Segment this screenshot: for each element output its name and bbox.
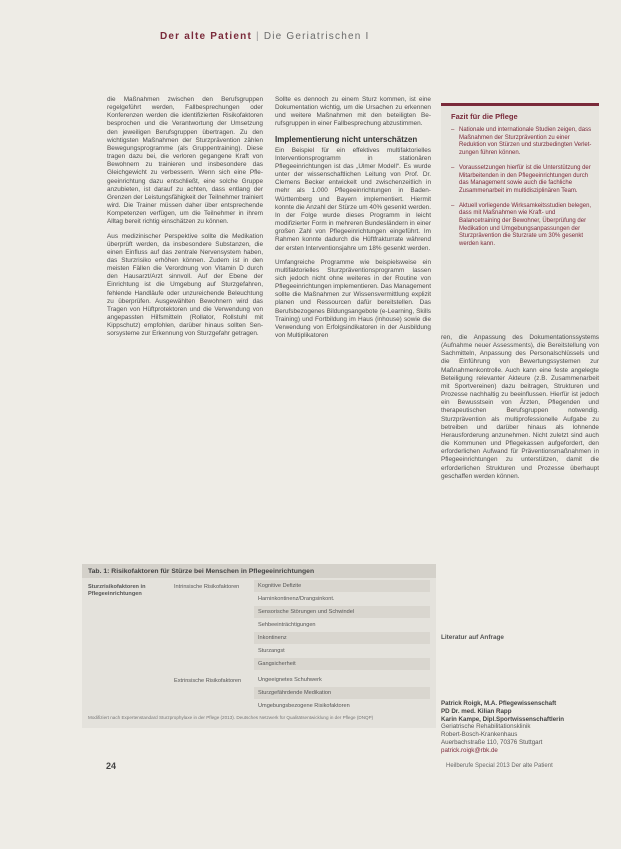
literature-note: Literatur auf Anfrage <box>441 634 504 641</box>
table-cell: Harninkontinenz/Drangsinkont. <box>258 596 335 602</box>
table-intrinsic-label: Intrinsische Risikofaktoren <box>174 584 240 590</box>
author-name: Karin Kampe, Dipl.Sportwissenschaftlerin <box>441 715 565 723</box>
table-cell: Gangsicherheit <box>254 658 430 670</box>
author-block <box>441 700 611 755</box>
conclusion-list <box>441 127 599 249</box>
risk-factor-table <box>82 564 436 728</box>
table-cell: Kognitive Defizite <box>254 580 430 592</box>
paragraph: Aus medizinischer Perspektive sollte die Medikation überprüft werden, da insbesondere Substanzen, die einen Einfluss auf das zentrale Nervensystem haben, das Sturzrisiko erhöhen können. Zudem ist in den meisten Fällen die Verordnung von Vitamin D durch den Hausarzt/Arzt sinnvoll. Auf der Ebene der Einrichtung ist die Umgebung auf Sturzgefahren, fehlende Handläufe oder unzureichende Beleuchtung zu überprüfen. Ausgewählten Bewohnern wird das Tragen von Hüftprotektoren und die Verwendung von angepassten Hilfsmitteln (Rollator, Rollstuhl mit Kippschutz) empfohlen, darüber hinaus sollten Sensorsysteme zur Erkennung von Sturzgefahr getragen. <box>107 232 263 338</box>
table-cell: Sturzangst <box>258 648 285 654</box>
table-cell: Sehbeeinträchtigungen <box>258 622 316 628</box>
table-cell: Ungeeignetes Schuhwerk <box>258 677 322 683</box>
header-separator: | <box>256 31 260 42</box>
table-cell: Umgebungsbezogene Risikofaktoren <box>258 703 350 709</box>
author-name: PD Dr. med. Kilian Rapp <box>441 707 512 715</box>
paragraph: Ein Beispiel für ein effektives multifaktorielles Interventionsprogramm in stationären Pflegeeinrichtungen ist das „Ulmer Modell“. Es wurde unter der wissenschaftlichen Leitung von Prof. Dr. Clemens Becker entwickelt und zwischenzeitlich in mehr als 1.000 Pflegeeinrichtungen in Baden-Württemberg und Bayern implementiert. Hiermit konnte die Anzahl der Stürze um 40% gesenkt werden. In der Folge wurde dieses Programm in leicht modifizierter Form in mehreren Bundesländern in einer großen Zahl von Pflegeeinrichtungen eingeführt. Im Rahmen konnte dadurch die Hüftfrakturrate während der ersten Interventionsjahre um 18% gesenkt werden. <box>275 146 431 252</box>
table-group-label: Sturzrisikofaktoren in Pflegeeinrichtungen <box>88 584 146 597</box>
header-topic: Die Geriatrischen I <box>263 31 370 42</box>
paragraph: die Maßnahmen zwischen den Berufsgruppen regelgeführt werden, Fallbesprechungen oder Konferenzen werden die identifizierten Risikofaktoren besprochen und die Verantwortung der Umsetzung den jeweiligen Berufsgruppen übertragen. Zu den wichtigsten Maßnahmen der Sturzprävention zählen Bewegungsprogramme (als Gruppentraining). Diese tragen dazu bei, die verloren gegangene Kraft von Bewohnern zu trainieren und insbesondere das Gleichgewicht zu verbessern. Wenn sich eine Pflegeeinrichtung dazu entschließt, eine solche Gruppe anzubieten, ist darauf zu achten, dass entlang der Grenzen der Leistungsfähigkeit der Teilnehmer trainiert wird. Die Trainer müssen daher über entsprechende Kompetenzen verfügen, um die Teilnehmer in ihrem Alltag bereit richtig einschätzen zu können. <box>107 96 263 226</box>
header-section: Der alte Patient <box>160 31 253 42</box>
table-extrinsic-label: Extrinsische Risikofaktoren <box>174 678 242 684</box>
author-address: Auerbachstraße 110, 70376 Stuttgart <box>441 738 543 746</box>
text-column-3 <box>441 334 599 487</box>
table-title: Tab. 1: Risikofaktoren für Stürze bei Menschen in Pflegeeinrichtungen <box>82 564 436 578</box>
conclusion-item: – Nationale und internationale Studien zeigen, dass Maßnahmen der Sturzprävention zu einer Reduktion von Stürzen und sturzbedingten Verletzungen führen können. <box>451 127 593 158</box>
conclusion-title: Fazit für die Pflege <box>451 112 518 121</box>
author-email: patrick.roigk@rbk.de <box>441 746 498 754</box>
table-footnote: Modifiziert nach Expertenstandard Sturzprophylaxe in der Pflege (2013). Deutsches Netzwerk für Qualitätsentwicklung in der Pflege (DNQP) <box>88 715 374 720</box>
table-cell: Sensorische Störungen und Schwindel <box>254 606 430 618</box>
text-column-2 <box>275 96 431 346</box>
table-cell: Inkontinenz <box>254 632 430 644</box>
paragraph: Umfangreiche Programme wie beispielsweise ein multifaktorielles Sturzpräventionsprogramm lassen sich jedoch nicht ohne weiteres in der Routine von Pflegeeinrichtungen implementieren. Das Management sollte die Maßnahmen zur Wissensvermittlung explizit planen und Ressourcen dafür bereitstellen. Das Berufsbezogenes Bildungsangebote (e-Learning, Skills Training) und Fortbildung im Haus (inhouse) sowie die Verwendung von Erfolgsindikatoren in der Ausbildung von Multiplikatoren <box>275 258 431 340</box>
author-affiliation: Geriatrische Rehabilitationsklinik <box>441 723 531 731</box>
section-heading: Implementierung nicht unterschätzen <box>275 134 418 144</box>
author-affiliation: Robert-Bosch-Krankenhaus <box>441 731 518 739</box>
journal-footer: Heilberufe Special 2013 Der alte Patient <box>446 763 553 769</box>
paragraph: ren, die Anpassung des Dokumentationssystems (Aufnahme neuer Assessments), die Bereitstellung von Sachmitteln, Anpassung des Personalschlüssels und die Einführung von Bewertungssystemen zur Maßnahmenkontrolle. Auch kann eine feste angelegte Beteiligung relevanter Akteure (z.B. Zusammenarbeit mit Sportvereinen) dazu beitragen, Strukturen und Prozesse nachhaltig zu beeinflussen. Hierfür ist jedoch ein Bewusstsein von Ärzten, Pflegenden und therapeutischen Berufsgruppen notwendig. Sturzprävention als multiprofessionelle Aufgabe zu betreiben und darüber hinaus als lohnende Herausforderung anzunehmen. Nicht zuletzt sind auch die Kommunen und Pflegekassen aufgefordert, den erforderlichen Aufwand für Präventionsmaßnahmen in Pflegeeinrichtungen zu unterstützen, damit die erforderlichen Strukturen und Prozesse überhaupt geschaffen werden können. <box>441 334 599 480</box>
running-header <box>160 31 369 42</box>
conclusion-box <box>441 103 599 343</box>
page-number: 24 <box>106 761 117 771</box>
author-name: Patrick Roigk, M.A. Pflegewissenschaft <box>441 700 557 707</box>
conclusion-item: – Aktuell vorliegende Wirksamkeitsstudien belegen, dass mit Maßnahmen wie Kraft- und Balancetraining der Bewohner, Überprüfung der Medikation und Umgebungsanpassungen der Sturzprävention die Sturzrate um 30% gesenkt werden kann. <box>451 203 593 249</box>
conclusion-item: – Voraussetzungen hierfür ist die Unterstützung der Mitarbeitenden in den Pflegeeinrichtungen durch das Management sowie auch die fachliche Zusammenarbeit im multidisziplinären Team. <box>451 165 593 196</box>
table-cell: Sturzgefährdende Medikation <box>254 687 430 699</box>
paragraph: Sollte es dennoch zu einem Sturz kommen, ist eine Dokumentation wichtig, um die Ursachen zu erkennen und weitere Maßnahmen mit den beteiligten Berufsgruppen in einer Fallbesprechung abzustimmen. <box>275 96 431 128</box>
text-column-1 <box>107 96 263 345</box>
